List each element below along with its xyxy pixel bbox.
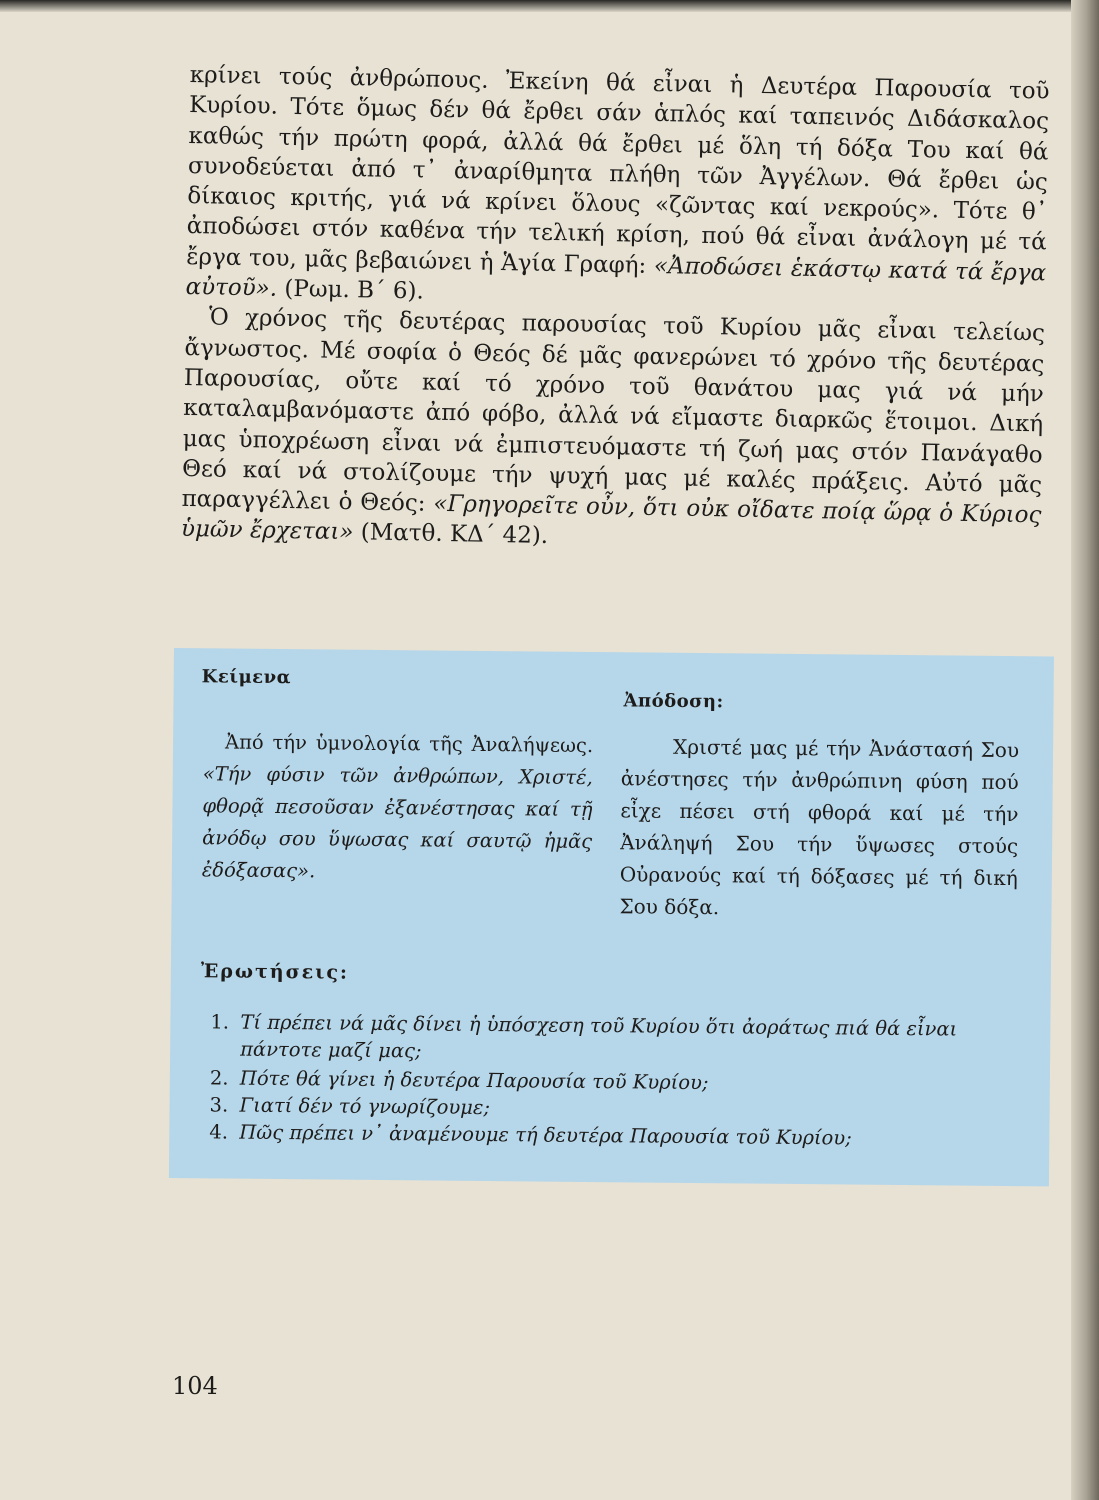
question-text: Πότε θά γίνει ἡ δευτέρα Παρουσία τοῦ Κυρίου;: [239, 1066, 709, 1095]
question-text: Πῶς πρέπει ν᾽ ἀναμένουμε τή δευτέρα Παρουσία τοῦ Κυρίου;: [239, 1120, 852, 1150]
study-box: [169, 648, 1054, 1186]
source-text: [202, 726, 594, 890]
source-quote: «Τήν φύσιν τῶν ἀνθρώπων, Χριστέ, φθορᾷ πεσοῦσαν ἐξανέστησας καί τῇ ἀνόδῳ σου ὕψωσας καί σαυτῷ ἡμᾶς ἐδόξασας».: [201, 762, 593, 883]
page-number: 104: [172, 1372, 218, 1400]
paragraph-1-reference: (Ρωμ. Β΄ 6).: [276, 275, 425, 305]
translation-heading: Ἀπόδοση:: [623, 690, 724, 713]
question-number: 3.: [209, 1093, 229, 1117]
paragraph-2-reference: (Ματθ. ΚΔ΄ 42).: [353, 519, 549, 550]
question-number: 4.: [209, 1120, 229, 1144]
question-text: Γιατί δέν τό γνωρίζουμε;: [239, 1093, 491, 1120]
question-number: 1.: [210, 1010, 230, 1034]
question-text: Τί πρέπει νά μᾶς δίνει ἡ ὑπόσχεση τοῦ Κυρίου ὅτι ἀοράτως πιά θά εἶναι πάντοτε μαζί μας;: [240, 1010, 958, 1063]
paragraph-1: [185, 60, 1049, 319]
questions-heading: Ἐρωτήσεις:: [200, 960, 350, 984]
paragraph-2-text: Ὁ χρόνος τῆς δευτέρας παρουσίας τοῦ Κυρίου μᾶς εἶναι τελείως ἄγνωστος. Μέ σοφία ὁ Θεός δέ μᾶς φανερώνει τό χρόνο τῆς δευτέρας Παρουσίας, οὔτε καί τό χρόνο τοῦ θανάτου μας γιά νά μήν καταλαμβανόμαστε ἀπό φόβο, ἀλλά νά εἴμαστε διαρκῶς ἕτοιμοι. Δική μας ὑποχρέωση εἶναι νά ἐμπιστευόμαστε τή ζωή μας στόν Πανάγαθο Θεό καί νά στολίζουμε τήν ψυχή μας μέ καλές πράξεις. Αὐτό μᾶς παραγγέλλει ὁ Θεός:: [181, 304, 1046, 517]
paragraph-1-text: κρίνει τούς ἀνθρώπους. Ἐκείνη θά εἶναι ἡ Δευτέρα Παρουσία τοῦ Κυρίου. Τότε ὅμως δέν θά ἔρθει σάν ἁπλός καί ταπεινός Διδάσκαλος καθώς τήν πρώτη φορά, ἀλλά θά ἔρθει μέ ὅλη τή δόξα Του καί θά συνοδεύεται ἀπό τ᾽ ἀναρίθμητα πλήθη τῶν Ἀγγέλων. Θά ἔρθει ὡς δίκαιος κριτής, γιά νά κρίνει ὅλους «ζῶντας καί νεκρούς». Τότε θ᾽ ἀποδώσει στόν καθένα τήν τελική κρίση, πού θά εἶναι ἀνάλογη μέ τά ἔργα του, μᾶς βεβαιώνει ἡ Ἁγία Γραφή:: [185, 61, 1050, 279]
main-text: [181, 60, 1050, 561]
question-item: [210, 1008, 1030, 1070]
texts-heading: Κείμενα: [201, 666, 292, 689]
source-intro: Ἀπό τήν ὑμνολογία τῆς Ἀναλήψεως.: [224, 730, 594, 758]
paragraph-2: [181, 302, 1045, 561]
source-text-column: [202, 726, 594, 890]
paragraph-1-quote: «Ἀποδώσει ἑκάστῳ κατά τά ἔργα αὐτοῦ».: [185, 252, 1047, 302]
book-spine-edge: [1071, 0, 1099, 1500]
question-number: 2.: [209, 1066, 229, 1090]
questions-list: [209, 1008, 1030, 1153]
paragraph-2-quote: «Γρηγορεῖτε οὖν, ὅτι οὐκ οἴδατε ποίᾳ ὥρᾳ ὁ Κύριος ὑμῶν ἔρχεται»: [180, 490, 1042, 546]
translation-text: Χριστέ μας μέ τήν Ἀνάστασή Σου ἀνέστησες τήν ἀνθρώπινη φύση πού εἶχε πέσει στή φθορά καί μέ τήν Ἀνάληψή Σου τήν ὕψωσες στούς Οὐρανούς καί τή δόξασες μέ τή δική Σου δόξα.: [619, 734, 1020, 920]
